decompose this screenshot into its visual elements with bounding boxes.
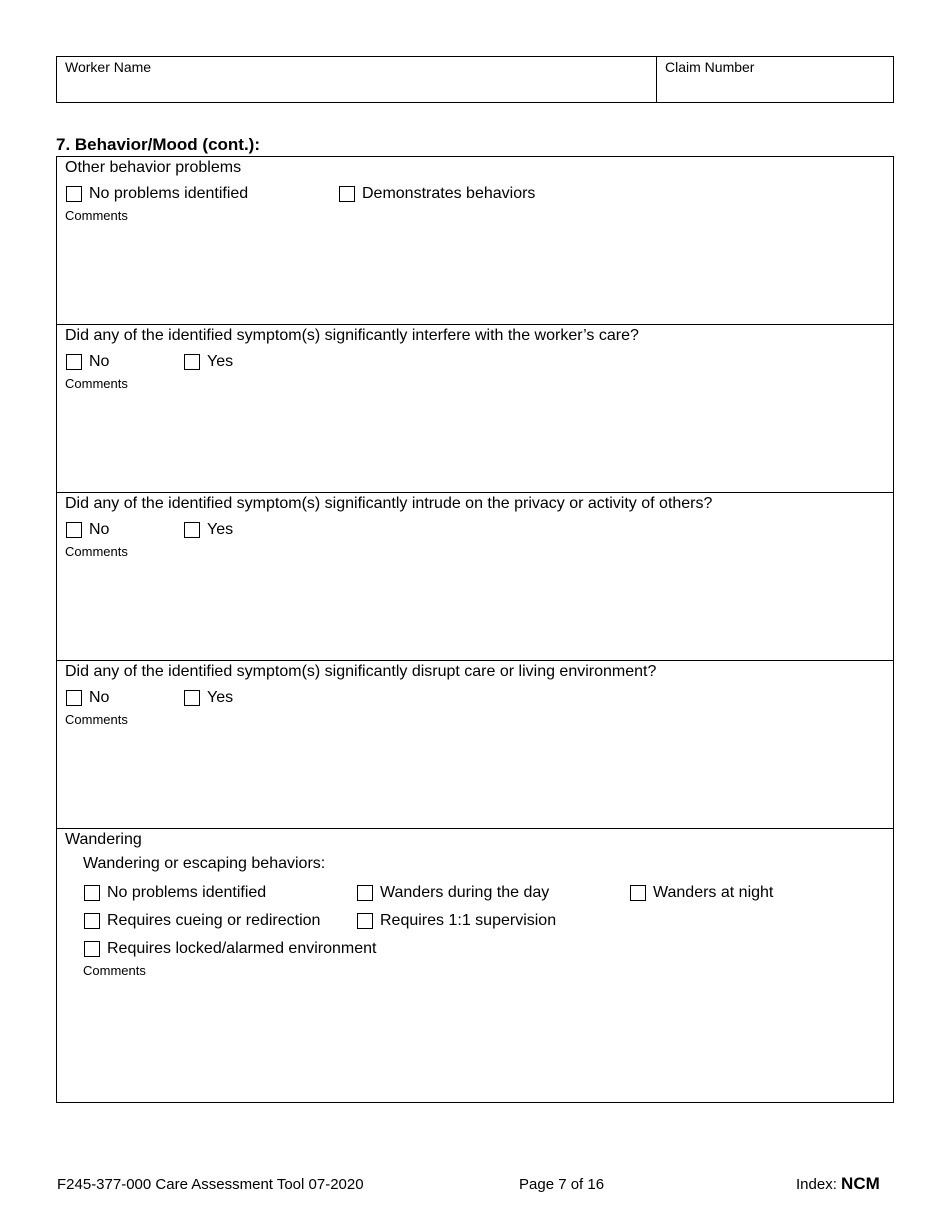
intrude-yes-checkbox[interactable] [184,521,233,539]
interfere-comments-label: Comments [65,376,128,391]
claim-number-label: Claim Number [665,59,755,75]
checkbox-label: No [89,521,110,538]
interfere-yes-checkbox[interactable] [184,353,233,371]
wandering-question: Wandering [65,831,142,848]
checkbox-box[interactable] [339,186,355,202]
other-behavior-question: Other behavior problems [65,159,242,176]
footer-index-label: Index: [796,1176,837,1193]
section-title: 7. Behavior/Mood (cont.): [56,135,260,154]
checkbox-label: Demonstrates behaviors [362,185,536,202]
checkbox-label: Requires locked/alarmed environment [107,940,377,957]
worker-name-label: Worker Name [65,59,152,75]
checkbox-label: Requires 1:1 supervision [380,912,557,929]
checkbox-box[interactable] [630,885,646,901]
checkbox-box[interactable] [84,941,100,957]
requires-supervision-checkbox[interactable] [357,912,556,930]
worker-name-cell [57,57,657,102]
checkbox-label: Wanders at night [653,884,774,901]
footer-index-value: NCM [841,1174,880,1193]
checkbox-box[interactable] [66,186,82,202]
checkbox-label: Yes [207,353,234,370]
claim-number-cell [657,57,893,102]
wandering-no-problems-checkbox[interactable] [84,884,266,902]
requires-cueing-checkbox[interactable] [84,912,320,930]
interfere-comments-field[interactable] [65,393,883,485]
intrude-comments-field[interactable] [65,561,883,653]
checkbox-box[interactable] [184,354,200,370]
intrude-no-checkbox[interactable] [66,521,109,539]
checkbox-box[interactable] [184,690,200,706]
disrupt-block [57,661,893,829]
disrupt-question: Did any of the identified symptom(s) significantly disrupt care or living environment? [65,663,657,680]
checkbox-box[interactable] [357,885,373,901]
requires-locked-checkbox[interactable] [84,940,376,958]
interfere-no-checkbox[interactable] [66,353,109,371]
checkbox-label: No problems identified [89,185,249,202]
checkbox-box[interactable] [66,522,82,538]
interfere-question: Did any of the identified symptom(s) significantly interfere with the worker’s care? [65,327,639,344]
checkbox-label: Wanders during the day [380,884,550,901]
intrude-block [57,493,893,661]
checkbox-box[interactable] [84,885,100,901]
intrude-comments-label: Comments [65,544,128,559]
footer-form-id: F245-377-000 Care Assessment Tool 07-2020 [57,1176,364,1193]
checkbox-box[interactable] [66,690,82,706]
other-no-problems-checkbox[interactable] [66,185,248,203]
checkbox-label: Yes [207,521,234,538]
other-comments-field[interactable] [65,225,883,317]
checkbox-label: No problems identified [107,884,267,901]
checkbox-label: No [89,353,110,370]
other-comments-label: Comments [65,208,128,223]
wanders-night-checkbox[interactable] [630,884,773,902]
disrupt-comments-field[interactable] [65,729,883,821]
wandering-comments-label: Comments [83,963,146,978]
intrude-question: Did any of the identified symptom(s) significantly intrude on the privacy or activity of others? [65,495,713,512]
other-behavior-block [57,157,893,325]
disrupt-yes-checkbox[interactable] [184,689,233,707]
header-table [56,56,894,103]
disrupt-no-checkbox[interactable] [66,689,109,707]
wandering-comments-field[interactable] [83,981,883,1093]
checkbox-box[interactable] [184,522,200,538]
worker-name-field[interactable] [63,79,650,99]
checkbox-label: Requires cueing or redirection [107,912,321,929]
checkbox-box[interactable] [357,913,373,929]
checkbox-label: No [89,689,110,706]
checkbox-box[interactable] [66,354,82,370]
behavior-mood-box [56,156,894,1103]
checkbox-label: Yes [207,689,234,706]
wandering-block [57,829,893,1102]
other-demonstrates-checkbox[interactable] [339,185,535,203]
wandering-subquestion: Wandering or escaping behaviors: [83,855,326,872]
claim-number-field[interactable] [663,79,887,99]
interfere-block [57,325,893,493]
wanders-day-checkbox[interactable] [357,884,549,902]
checkbox-box[interactable] [84,913,100,929]
disrupt-comments-label: Comments [65,712,128,727]
footer-index [796,1174,880,1194]
footer-page-number: Page 7 of 16 [519,1176,605,1193]
